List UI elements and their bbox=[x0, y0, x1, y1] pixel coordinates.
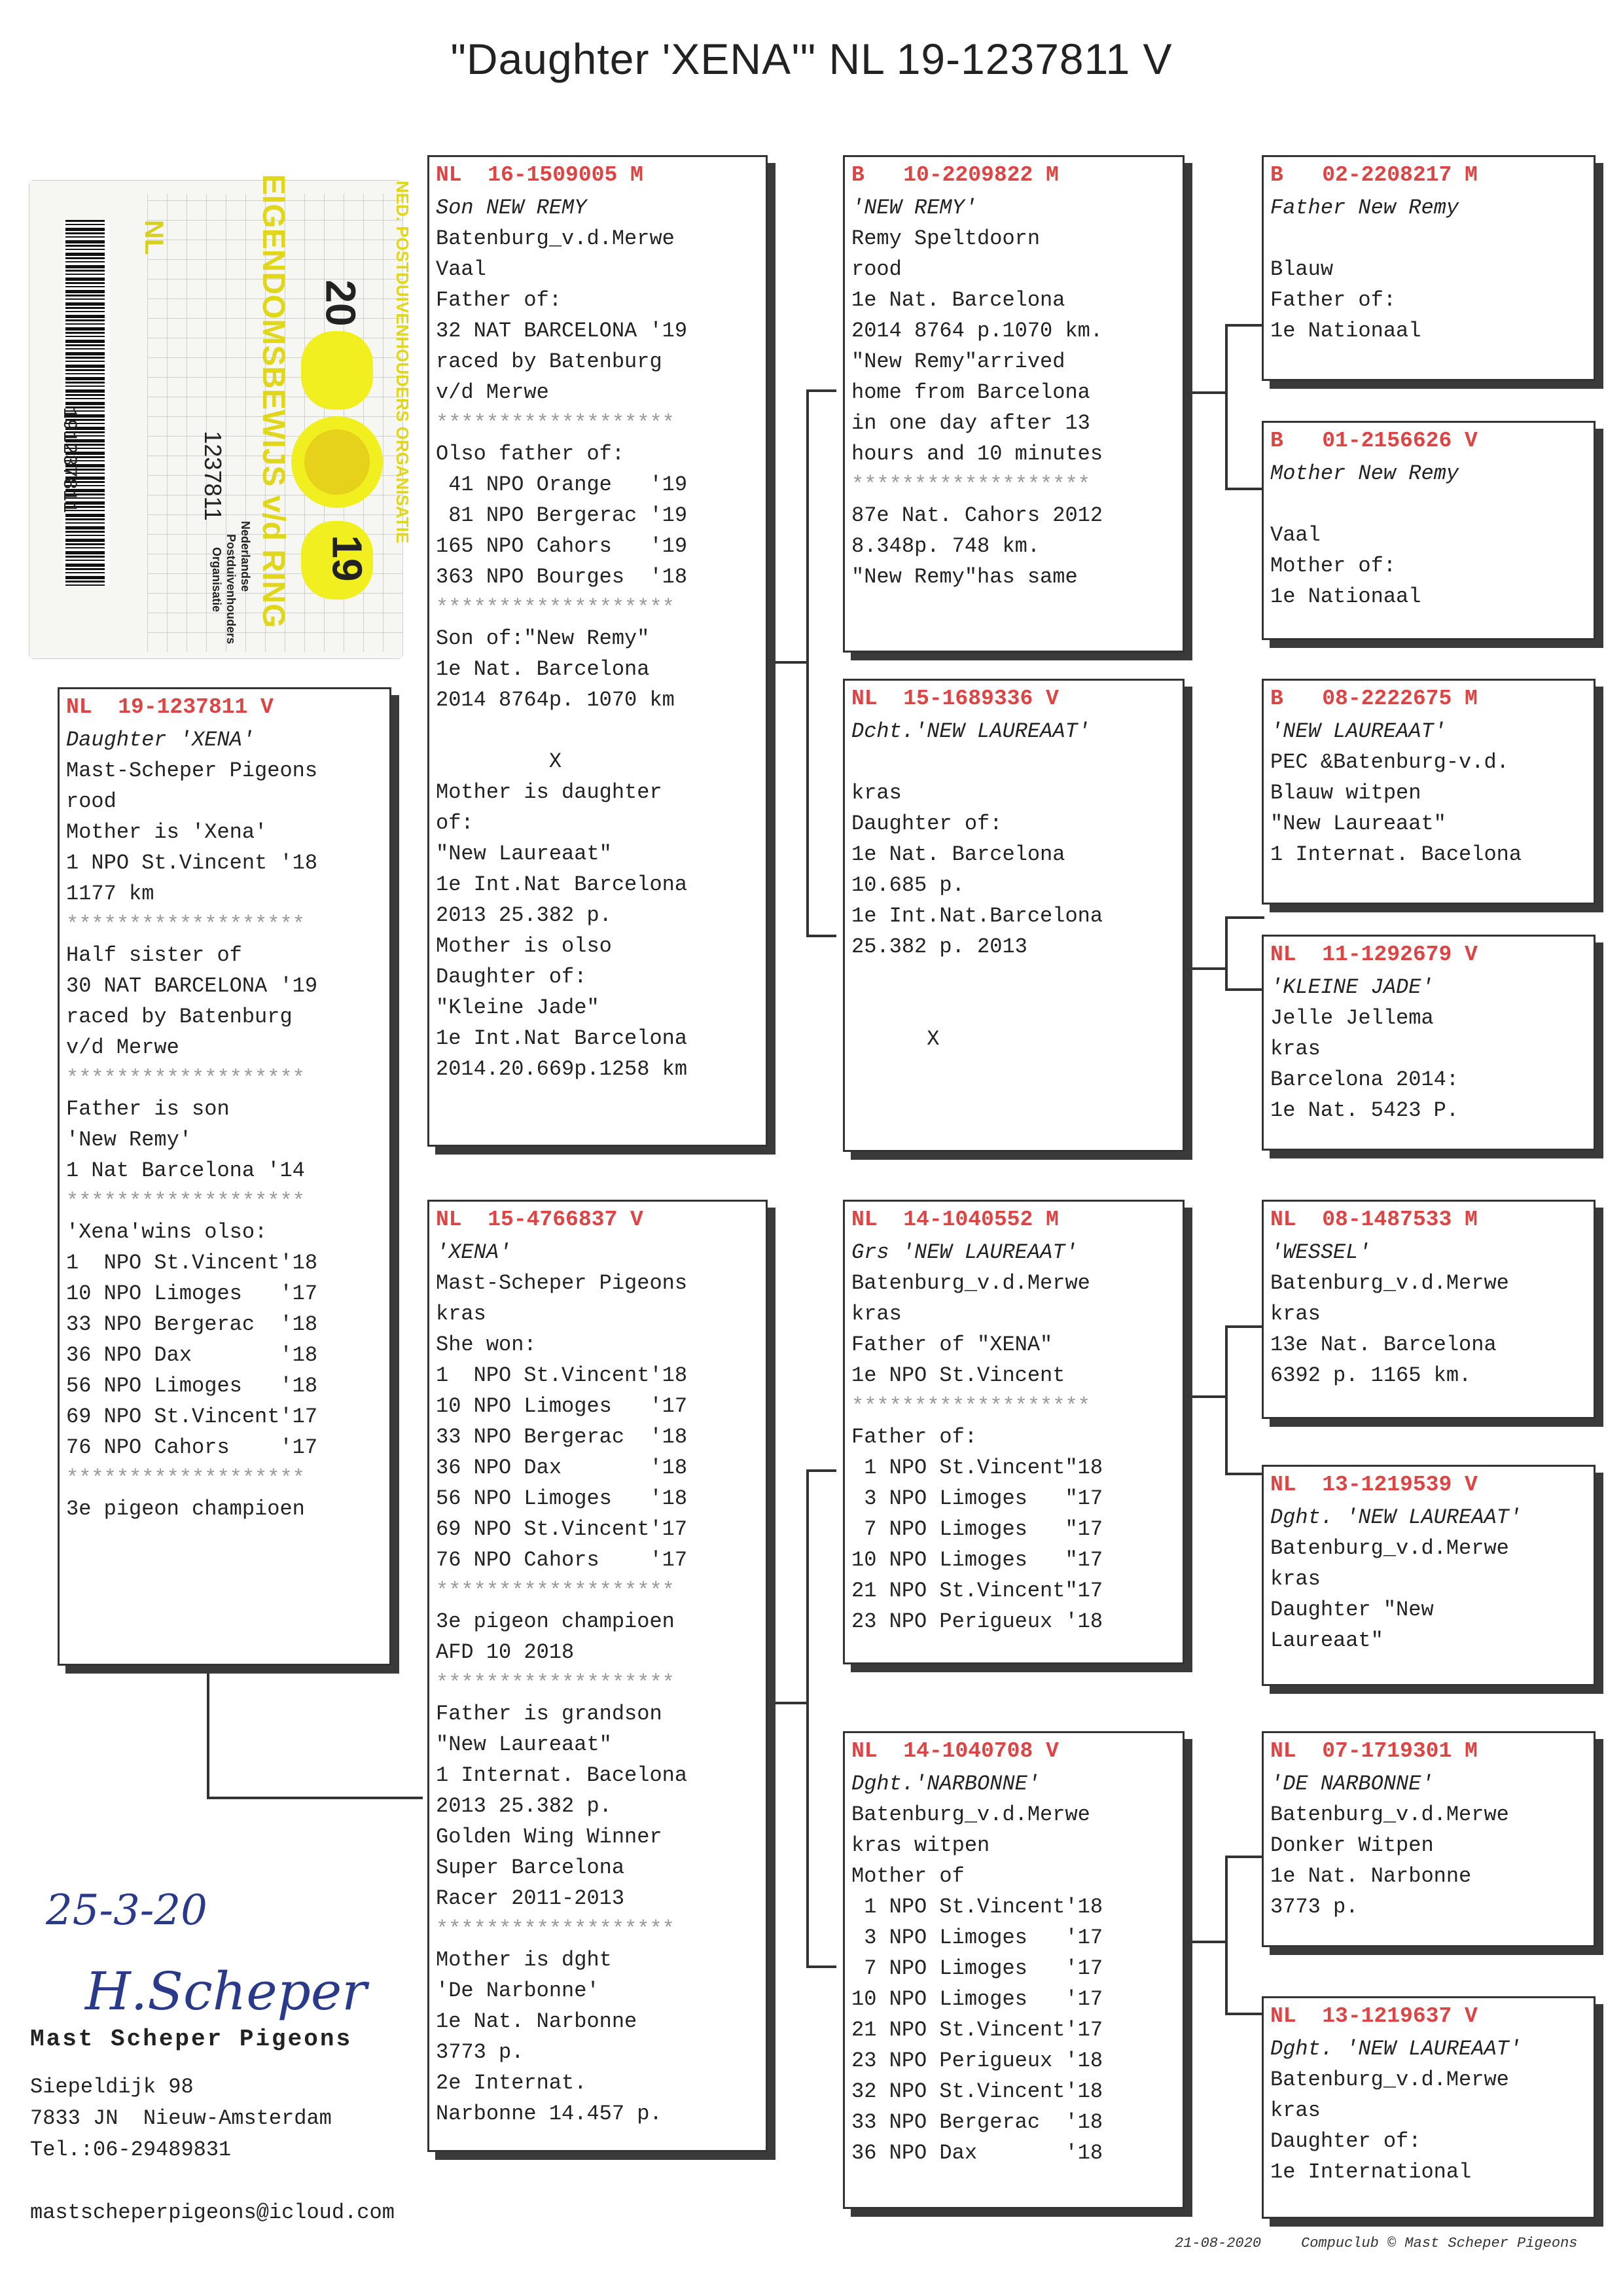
pedigree-text-line: 'NEW REMY' bbox=[851, 196, 978, 220]
pedigree-text-line: Racer 2011-2013 bbox=[436, 1886, 625, 1910]
ring-id-header: B 08-2222675 M bbox=[1270, 687, 1478, 711]
ring-id-header: NL 19-1237811 V bbox=[66, 695, 274, 719]
pedigree-card-mm bbox=[843, 1731, 1185, 2209]
pedigree-card-mmm bbox=[1262, 1996, 1596, 2219]
pedigree-text-line: 3 NPO Limoges "17 bbox=[851, 1486, 1103, 1511]
pedigree-text-line: 'Xena'wins olso: bbox=[66, 1220, 268, 1244]
pedigree-text-line: Father is grandson bbox=[436, 1702, 662, 1726]
pedigree-text-line: 33 NPO Bergerac '18 bbox=[436, 1425, 688, 1449]
connector bbox=[1185, 1395, 1225, 1398]
pedigree-text-line: 2013 25.382 p. bbox=[436, 1794, 612, 1818]
pedigree-text-line: 2013 25.382 p. bbox=[436, 903, 612, 927]
pedigree-text-line: Mother New Remy bbox=[1270, 461, 1459, 486]
pedigree-text-line: 3 NPO Limoges '17 bbox=[851, 1926, 1103, 1950]
connector bbox=[806, 1469, 836, 1472]
pedigree-text-line: Mother is daughter bbox=[436, 780, 662, 804]
pedigree-text-line: 1e Int.Nat Barcelona bbox=[436, 872, 688, 897]
breeder-email[interactable]: mastscheperpigeons@icloud.com bbox=[30, 2200, 395, 2225]
pedigree-text-line: 1e Nat. Barcelona bbox=[851, 842, 1065, 867]
pedigree-text-line: Dcht.'NEW LAUREAAT' bbox=[851, 719, 1090, 744]
separator-line: ******************* bbox=[66, 1066, 305, 1090]
pedigree-card-mf bbox=[843, 1200, 1185, 1664]
pedigree-text-line: 1e NPO St.Vincent bbox=[851, 1363, 1065, 1388]
ring-id-header: NL 15-4766837 V bbox=[436, 1208, 643, 1232]
ring-id-header: NL 11-1292679 V bbox=[1270, 942, 1478, 967]
connector bbox=[806, 1469, 809, 1967]
ring-small-3: Organisatie bbox=[210, 547, 223, 613]
pedigree-text-line: Batenburg_v.d.Merwe bbox=[436, 226, 675, 251]
pedigree-text-line: home from Barcelona bbox=[851, 380, 1090, 404]
ring-id-header: NL 13-1219539 V bbox=[1270, 1473, 1478, 1497]
pedigree-text-line: 1e International bbox=[1270, 2160, 1472, 2184]
pedigree-text-line: v/d Merwe bbox=[66, 1035, 179, 1060]
pedigree-text-line: 7 NPO Limoges '17 bbox=[851, 1956, 1103, 1981]
pedigree-text-line: 2014 8764p. 1070 km bbox=[436, 688, 675, 712]
pedigree-text-line: 36 NPO Dax '18 bbox=[851, 2141, 1103, 2165]
pedigree-text-line bbox=[436, 715, 759, 746]
pedigree-text-line: Jelle Jellema bbox=[1270, 1006, 1434, 1030]
ring-id-header: B 10-2209822 M bbox=[851, 163, 1059, 187]
pedigree-text-line: in one day after 13 bbox=[851, 411, 1090, 435]
pedigree-text-line: of: bbox=[436, 811, 474, 835]
pedigree-text-line: kras bbox=[1270, 2098, 1321, 2123]
pedigree-text-line: Mother is dght bbox=[436, 1948, 612, 1972]
connector bbox=[806, 1965, 836, 1968]
pedigree-text-line: 33 NPO Bergerac '18 bbox=[66, 1312, 318, 1336]
breeder-address-2: 7833 JN Nieuw-Amsterdam bbox=[30, 2106, 332, 2130]
ring-id-header: NL 07-1719301 M bbox=[1270, 1739, 1478, 1763]
connector bbox=[1225, 916, 1264, 919]
pedigree-text-line: Daughter of: bbox=[851, 812, 1003, 836]
pedigree-text-line: Golden Wing Winner bbox=[436, 1825, 662, 1849]
pedigree-text-line: "New Laureaat" bbox=[1270, 812, 1446, 836]
ring-big-text: EIGENDOMSBEWIJS v/d RING bbox=[256, 174, 291, 628]
pedigree-text-line: 6392 p. 1165 km. bbox=[1270, 1363, 1472, 1388]
pedigree-card-father bbox=[427, 155, 768, 1147]
separator-line: ******************* bbox=[436, 1671, 675, 1695]
pedigree-text-line: Father New Remy bbox=[1270, 196, 1459, 220]
pedigree-text-line: kras bbox=[851, 781, 902, 805]
pedigree-text-line: 1 Nat Barcelona '14 bbox=[66, 1158, 305, 1183]
pedigree-text-line: Blauw bbox=[1270, 257, 1334, 281]
pedigree-text-line: kras bbox=[1270, 1037, 1321, 1061]
pedigree-text-line: Donker Witpen bbox=[1270, 1833, 1434, 1857]
pedigree-text-line: Father is son bbox=[66, 1097, 230, 1121]
pedigree-text-line: X bbox=[436, 749, 562, 774]
separator-line: ******************* bbox=[851, 473, 1090, 497]
pedigree-card-fff bbox=[1262, 155, 1596, 381]
pedigree-card-mfm bbox=[1262, 1465, 1596, 1686]
pedigree-text-line: Mother is olso bbox=[436, 934, 612, 958]
ring-id-header: NL 16-1509005 M bbox=[436, 163, 643, 187]
pedigree-text-line: She won: bbox=[436, 1333, 537, 1357]
pedigree-text-line: Mother is 'Xena' bbox=[66, 820, 268, 844]
pedigree-text-line: kras bbox=[851, 1302, 902, 1326]
pedigree-text-line: Son of:"New Remy" bbox=[436, 626, 650, 651]
pedigree-text-line: 363 NPO Bourges '18 bbox=[436, 565, 688, 589]
ring-id-header: NL 14-1040552 M bbox=[851, 1208, 1059, 1232]
pedigree-text-line: Blauw witpen bbox=[1270, 781, 1421, 805]
breeder-address-1: Siepeldijk 98 bbox=[30, 2075, 194, 2099]
connector bbox=[1185, 1941, 1225, 1943]
pedigree-text-line: rood bbox=[66, 789, 116, 814]
pedigree-text-line: Father of: bbox=[851, 1425, 978, 1449]
pedigree-text-line: 23 NPO Perigueux '18 bbox=[851, 1609, 1103, 1634]
pedigree-text-line: 25.382 p. 2013 bbox=[851, 935, 1027, 959]
separator-line: ******************* bbox=[436, 596, 675, 620]
connector bbox=[1225, 1856, 1228, 2013]
pedigree-text-line: Super Barcelona bbox=[436, 1856, 625, 1880]
pedigree-text-line: 1 Internat. Bacelona bbox=[1270, 842, 1522, 867]
pedigree-text-line: 'New Remy' bbox=[66, 1128, 192, 1152]
separator-line: ******************* bbox=[851, 1394, 1090, 1418]
connector bbox=[1225, 988, 1264, 991]
ring-id-header: B 02-2208217 M bbox=[1270, 163, 1478, 187]
pedigree-text-line: Mother of: bbox=[1270, 554, 1397, 578]
pedigree-card-subject bbox=[58, 687, 391, 1666]
pedigree-text-line: 76 NPO Cahors '17 bbox=[436, 1548, 688, 1572]
pedigree-text-line: kras bbox=[1270, 1567, 1321, 1591]
pedigree-text-line: 30 NAT BARCELONA '19 bbox=[66, 974, 318, 998]
footer-credit: Compuclub © Mast Scheper Pigeons bbox=[1301, 2235, 1578, 2251]
pedigree-card-fmm bbox=[1262, 935, 1596, 1151]
pedigree-text-line: rood bbox=[851, 257, 902, 281]
pedigree-text-line: 76 NPO Cahors '17 bbox=[66, 1435, 318, 1460]
ring-year-bottom: 19 bbox=[323, 535, 371, 582]
pedigree-text-line: Dght. 'NEW LAUREAAT' bbox=[1270, 1505, 1522, 1530]
pedigree-text-line: 10 NPO Limoges '17 bbox=[851, 1987, 1103, 2011]
pedigree-text-line: 1e Int.Nat.Barcelona bbox=[851, 904, 1103, 928]
pedigree-text-line: Batenburg_v.d.Merwe bbox=[851, 1803, 1090, 1827]
pedigree-text-line: 1 NPO St.Vincent'18 bbox=[66, 1251, 318, 1275]
pedigree-text-line: 56 NPO Limoges '18 bbox=[66, 1374, 318, 1398]
pedigree-text-line: Mother of bbox=[851, 1864, 965, 1888]
pedigree-text-line: "New Remy"has same bbox=[851, 565, 1078, 589]
pedigree-text-line: 165 NPO Cahors '19 bbox=[436, 534, 688, 558]
connector bbox=[1185, 967, 1225, 970]
pedigree-text-line: kras bbox=[1270, 1302, 1321, 1326]
pedigree-text-line: 'DE NARBONNE' bbox=[1270, 1772, 1434, 1796]
pedigree-text-line: Dght.'NARBONNE' bbox=[851, 1772, 1041, 1796]
pedigree-text-line: Batenburg_v.d.Merwe bbox=[851, 1271, 1090, 1295]
ring-small-1: Nederlandse bbox=[239, 521, 252, 592]
pedigree-text-line: Daughter "New bbox=[1270, 1598, 1434, 1622]
pedigree-text-line: 87e Nat. Cahors 2012 bbox=[851, 503, 1103, 528]
pedigree-text-line: raced by Batenburg bbox=[436, 350, 662, 374]
connector bbox=[1225, 916, 1228, 988]
pedigree-text-line: Daughter 'XENA' bbox=[66, 728, 255, 752]
pedigree-text-line: 1 NPO St.Vincent"18 bbox=[851, 1456, 1103, 1480]
pedigree-card-ff bbox=[843, 155, 1185, 653]
pedigree-text-line: 32 NPO St.Vincent'18 bbox=[851, 2079, 1103, 2104]
pedigree-text-line: "New Laureaat" bbox=[436, 842, 612, 866]
connector bbox=[806, 935, 836, 937]
pedigree-text-line: "New Laureaat" bbox=[436, 1732, 612, 1757]
pedigree-text-line: v/d Merwe bbox=[436, 380, 549, 404]
pedigree-text-line: Father of "XENA" bbox=[851, 1333, 1053, 1357]
pedigree-text-line: Batenburg_v.d.Merwe bbox=[1270, 1803, 1509, 1827]
pedigree-text-line: 32 NAT BARCELONA '19 bbox=[436, 319, 688, 343]
pedigree-text-line: 1e Nat. Narbonne bbox=[436, 2009, 637, 2034]
pedigree-text-line: kras witpen bbox=[851, 1833, 990, 1857]
connector bbox=[806, 389, 809, 936]
pedigree-text-line: 2e Internat. bbox=[436, 2071, 587, 2095]
connector bbox=[1225, 1325, 1264, 1328]
pedigree-text-line: 3773 p. bbox=[436, 2040, 524, 2064]
separator-line: ******************* bbox=[436, 1917, 675, 1941]
pedigree-text-line: 10.685 p. bbox=[851, 873, 965, 897]
pedigree-text-line: Father of: bbox=[1270, 288, 1397, 312]
pedigree-card-fmf bbox=[1262, 679, 1596, 905]
pedigree-card-fm bbox=[843, 679, 1185, 1152]
pedigree-text-line: Grs 'NEW LAUREAAT' bbox=[851, 1240, 1078, 1265]
separator-line: ******************* bbox=[436, 411, 675, 435]
connector bbox=[1225, 1325, 1228, 1473]
pedigree-text-line: 'De Narbonne' bbox=[436, 1979, 599, 2003]
pedigree-text-line: Dght. 'NEW LAUREAAT' bbox=[1270, 2037, 1522, 2061]
pedigree-text-line: Father of: bbox=[436, 288, 562, 312]
pedigree-text-line: Half sister of bbox=[66, 943, 242, 967]
signature-name: H.Scheper bbox=[85, 1961, 367, 2022]
pedigree-text-line: Daughter of: bbox=[1270, 2129, 1421, 2153]
connector bbox=[207, 1797, 423, 1799]
pedigree-text-line: 1177 km bbox=[66, 882, 154, 906]
pedigree-text-line bbox=[851, 962, 1176, 993]
separator-line: ******************* bbox=[66, 912, 305, 937]
connector bbox=[1185, 391, 1225, 394]
ring-certificate-card bbox=[29, 174, 412, 659]
footer-date: 21-08-2020 bbox=[1175, 2235, 1262, 2251]
pedigree-text-line: Barcelona 2014: bbox=[1270, 1067, 1459, 1092]
connector bbox=[1225, 1856, 1264, 1858]
pedigree-text-line: Olso father of: bbox=[436, 442, 625, 466]
pedigree-text-line: AFD 10 2018 bbox=[436, 1640, 575, 1664]
pedigree-text-line: Laureaat" bbox=[1270, 1628, 1383, 1653]
pedigree-text-line: 41 NPO Orange '19 bbox=[436, 473, 688, 497]
connector bbox=[806, 389, 836, 392]
pedigree-text-line: 3e pigeon champioen bbox=[66, 1497, 305, 1521]
separator-line: ******************* bbox=[436, 1579, 675, 1603]
pedigree-text-line: 56 NPO Limoges '18 bbox=[436, 1486, 688, 1511]
pedigree-text-line: 2014.20.669p.1258 km bbox=[436, 1057, 688, 1081]
pedigree-card-mmf bbox=[1262, 1731, 1596, 1947]
pedigree-text-line: 36 NPO Dax '18 bbox=[436, 1456, 688, 1480]
pedigree-text-line: 1e Nationaal bbox=[1270, 319, 1421, 343]
connector bbox=[1225, 488, 1264, 490]
pedigree-text-line: raced by Batenburg bbox=[66, 1005, 293, 1029]
ring-small-2: Postduivenhouders bbox=[224, 534, 238, 645]
pedigree-text-line: Daughter of: bbox=[436, 965, 587, 989]
pedigree-text-line: Narbonne 14.457 p. bbox=[436, 2102, 662, 2126]
pedigree-text-line: 8.348p. 748 km. bbox=[851, 534, 1041, 558]
pedigree-text-line bbox=[1270, 223, 1587, 254]
pedigree-text-line: "New Remy"arrived bbox=[851, 350, 1065, 374]
pedigree-text-line: 'KLEINE JADE' bbox=[1270, 975, 1434, 999]
pedigree-text-line: 1 Internat. Bacelona bbox=[436, 1763, 688, 1787]
ring-year-top: 20 bbox=[317, 279, 365, 327]
pedigree-text-line: PEC &Batenburg-v.d. bbox=[1270, 750, 1509, 774]
ring-id-header: B 01-2156626 V bbox=[1270, 429, 1478, 453]
pedigree-text-line bbox=[851, 993, 1176, 1024]
connector bbox=[1225, 324, 1228, 488]
pedigree-card-mother bbox=[427, 1200, 768, 2152]
ring-id-header: NL 15-1689336 V bbox=[851, 687, 1059, 711]
pedigree-text-line: 'NEW LAUREAAT' bbox=[1270, 719, 1446, 744]
pedigree-text-line: 13e Nat. Barcelona bbox=[1270, 1333, 1497, 1357]
pedigree-text-line: 1 NPO St.Vincent '18 bbox=[66, 851, 318, 875]
pedigree-text-line: Remy Speltdoorn bbox=[851, 226, 1041, 251]
pedigree-text-line: 1e Nat. Narbonne bbox=[1270, 1864, 1472, 1888]
pedigree-text-line: 1e Nationaal bbox=[1270, 584, 1421, 609]
ring-id-header: NL 13-1219637 V bbox=[1270, 2004, 1478, 2028]
page-title: "Daughter 'XENA'" NL 19-1237811 V bbox=[450, 35, 1173, 83]
pedigree-text-line: Vaal bbox=[436, 257, 486, 281]
pedigree-text-line: Batenburg_v.d.Merwe bbox=[1270, 1271, 1509, 1295]
pedigree-text-line: 81 NPO Bergerac '19 bbox=[436, 503, 688, 528]
pedigree-text-line: 2014 8764 p.1070 km. bbox=[851, 319, 1103, 343]
pedigree-text-line: Mast-Scheper Pigeons bbox=[436, 1271, 688, 1295]
signature bbox=[39, 1872, 367, 2029]
pedigree-text-line: 69 NPO St.Vincent'17 bbox=[436, 1517, 688, 1541]
pedigree-text-line: Vaal bbox=[1270, 523, 1321, 547]
ring-country: NL bbox=[139, 220, 168, 255]
pedigree-text-line: 36 NPO Dax '18 bbox=[66, 1343, 318, 1367]
barcode-number: 191237811 bbox=[58, 406, 80, 514]
pedigree-text-line: 1e Int.Nat Barcelona bbox=[436, 1026, 688, 1050]
pedigree-text-line: Batenburg_v.d.Merwe bbox=[1270, 1536, 1509, 1560]
pedigree-text-line: 69 NPO St.Vincent'17 bbox=[66, 1405, 318, 1429]
ring-org-text: NED. POSTDUIVENHOUDERS ORGANISATIE bbox=[393, 181, 412, 544]
connector bbox=[767, 661, 806, 664]
pedigree-text-line: hours and 10 minutes bbox=[851, 442, 1103, 466]
pedigree-text-line: 10 NPO Limoges '17 bbox=[436, 1394, 688, 1418]
pedigree-text-line: 1e Nat. Barcelona bbox=[436, 657, 650, 681]
connector bbox=[1225, 2013, 1264, 2015]
breeder-name: Mast Scheper Pigeons bbox=[30, 2026, 353, 2053]
pedigree-text-line: 21 NPO St.Vincent"17 bbox=[851, 1579, 1103, 1603]
connector bbox=[207, 1653, 209, 1797]
pedigree-text-line: X bbox=[851, 1027, 940, 1051]
connector bbox=[767, 1702, 806, 1704]
pedigree-text-line: 3773 p. bbox=[1270, 1895, 1359, 1919]
pedigree-card-ffm bbox=[1262, 421, 1596, 640]
pedigree-text-line: "Kleine Jade" bbox=[436, 996, 599, 1020]
pedigree-text-line: 7 NPO Limoges "17 bbox=[851, 1517, 1103, 1541]
connector bbox=[1225, 1473, 1264, 1475]
ring-id-header: NL 08-1487533 M bbox=[1270, 1208, 1478, 1232]
pedigree-text-line: Batenburg_v.d.Merwe bbox=[1270, 2068, 1509, 2092]
ring-number: 1237811 bbox=[200, 431, 226, 521]
pedigree-text-line: Mast-Scheper Pigeons bbox=[66, 759, 318, 783]
pedigree-text-line: 1e Nat. Barcelona bbox=[851, 288, 1065, 312]
pedigree-text-line: 23 NPO Perigueux '18 bbox=[851, 2049, 1103, 2073]
pedigree-text-line: 1 NPO St.Vincent'18 bbox=[436, 1363, 688, 1388]
pedigree-text-line: Son NEW REMY bbox=[436, 196, 587, 220]
connector bbox=[1225, 324, 1264, 327]
pedigree-text-line: 'XENA' bbox=[436, 1240, 512, 1265]
pedigree-text-line: 10 NPO Limoges '17 bbox=[66, 1282, 318, 1306]
separator-line: ******************* bbox=[66, 1189, 305, 1213]
breeder-phone: Tel.:06-29489831 bbox=[30, 2138, 232, 2162]
ring-id-header: NL 14-1040708 V bbox=[851, 1739, 1059, 1763]
pedigree-text-line: 10 NPO Limoges "17 bbox=[851, 1548, 1103, 1572]
signature-date: 25-3-20 bbox=[46, 1886, 207, 1935]
pedigree-text-line: 'WESSEL' bbox=[1270, 1240, 1371, 1265]
pedigree-text-line: 21 NPO St.Vincent'17 bbox=[851, 2018, 1103, 2042]
pedigree-text-line bbox=[851, 747, 1176, 778]
separator-line: ******************* bbox=[66, 1466, 305, 1490]
pedigree-text-line: kras bbox=[436, 1302, 486, 1326]
pedigree-card-mff bbox=[1262, 1200, 1596, 1419]
pedigree-text-line: 33 NPO Bergerac '18 bbox=[851, 2110, 1103, 2134]
pedigree-text-line: 1e Nat. 5423 P. bbox=[1270, 1098, 1459, 1122]
pedigree-text-line bbox=[1270, 489, 1587, 520]
pedigree-text-line: 3e pigeon champioen bbox=[436, 1609, 675, 1634]
pedigree-text-line: 1 NPO St.Vincent'18 bbox=[851, 1895, 1103, 1919]
